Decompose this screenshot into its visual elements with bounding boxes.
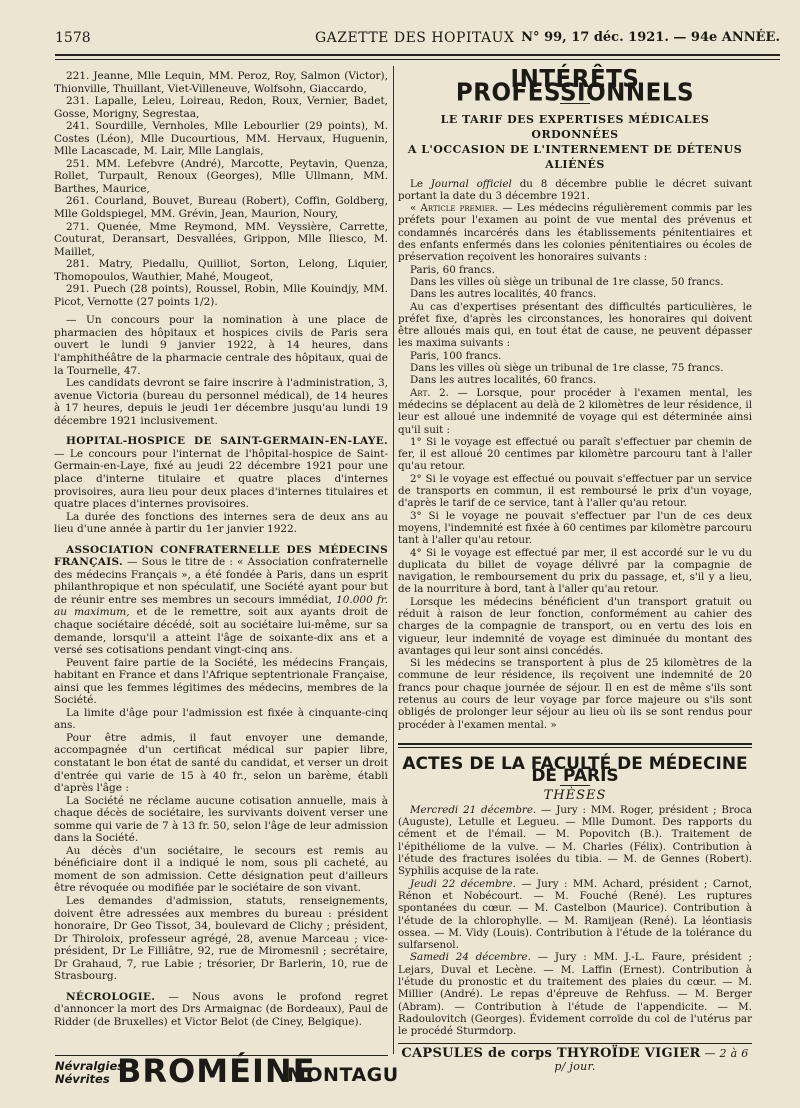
list-item: 291. Puech (28 points), Roussel, Robin, Mlle Kouindjy, MM. Picot, Vernotte (27 points 1/2). [54, 283, 388, 308]
article-subtitle: LE TARIF DES EXPERTISES MÉDICALES ORDONNÉES A L'OCCASION DE L'INTERNEMENT DE DÉTENUS ALIÉNÉS [407, 112, 743, 171]
association-cotisation: La Société ne réclame aucune cotisation annuelle, mais à chaque décès de sociétaire, les survivants doivent verser une somme qui varie de 7 à 13 fr. 50, selon l'âge de leur admission dans la Société. [54, 794, 388, 845]
association-heading: ASSOCIATION CONFRATERNELLE DES MÉDECINS FRANÇAIS. [54, 543, 388, 569]
header-rule-thin [55, 59, 780, 60]
theses-samedi: Samedi 24 décembre. — Jury : MM. J.-L. Faure, président ; Lejars, Duval et Lecène. — M. Laffin (Ernest). Contribution à l'étude du pronostic et du traitement des plaies du cœur. — M. Millier (André). Le repas d'épreuve de Rehfuss. — M. Berger (Abram). — Contribution à l'étude de l'appendicite. — M. Radoulovitch (Georges). Évidement corroïde du col de l'utérus par le procédé Sturmdorp. [398, 951, 752, 1038]
association-bureau: Les demandes d'admission, statuts, renseignements, doivent être adressées aux membres du bureau : président honoraire, Dr Geo Tissot, 34, boulevard de Clichy ; président, Dr Thiroloix, professeur agrégé, 28, avenue Marceau ; vice-président, Dr Le Filliâtre, 92, rue de Miromesnil ; secrétaire, Dr Grahaud, 7, rue Labie ; trésorier, Dr Barlerin, 10, rue de Strasbourg. [54, 895, 388, 983]
header-rule [55, 54, 780, 56]
page-header [55, 30, 780, 52]
sejour-paragraph: Si les médecins se transportent à plus de 25 kilomètres de la commune de leur résidence, ils reçoivent une indemnité de 20 francs pour chaque journée de séjour. Il en est de même s'ils sont retenus au cours de leur voyage par force majeure ou s'ils sont obligés de prolonger leur séjour au lieu où ils se sont rendus pour procéder à l'examen mental. » [398, 657, 752, 731]
association-deces: Au décès d'un sociétaire, le secours est remis au bénéficiaire dont il a indiqué le nom, sous pli cacheté, au moment de son admission. Cette désignation peut d'ailleurs être révoquée ou modifiée par le sociétaire de son vivant. [54, 844, 388, 895]
hospice-text: — Le concours pour l'internat de l'hôpital-hospice de Saint-Germain-en-Laye, fixé au jeudi 22 décembre 1921 pour une place d'interne titulaire et quatre places d'internes provisoires, aura lieu pour deux places d'internes titulaires et quatre places d'internes provisoires. [54, 447, 388, 511]
footer-rule [398, 1043, 752, 1044]
rate-item: Dans les autres localités, 40 francs. [410, 288, 597, 301]
list-item: 271. Quenée, Mme Reymond, MM. Veyssière, Carrette, Couturat, Deransart, Desvallées, Grippon, Mlle Iliesco, M. Maillet, [54, 220, 388, 258]
list-item: 251. MM. Lefebvre (André), Marcotte, Peytavin, Quenza, Rollet, Turpault, Renoux (Georges), Mlle Ullmann, MM. Barthes, Maurice, [54, 157, 388, 195]
list-item: 281. Matry, Piedallu, Quilliot, Sorton, Lelong, Liquier, Thomopoulos, Wauthier, Mahé, Mougeot, [54, 258, 388, 283]
hospice-duration: La durée des fonctions des internes sera de deux ans au lieu d'une année à partir du 1er janvier 1922. [54, 510, 388, 536]
page-number: 1578 [55, 30, 91, 46]
theses-jeudi: Jeudi 22 décembre. — Jury : MM. Achard, président ; Carnot, Rénon et Nobécourt. — M. Fouché (René). Les ruptures spontanées du cœur. — M. Castelbon (Maurice). Contribution à l'étude de la chlorophylle. — M. Ramijean (René). La léontiasis ossea. — M. Vidy (Louis). Contribution à l'étude de la tolérance du sulfarsenol. [398, 877, 752, 952]
necrologie-notice: NÉCROLOGIE. — Nous avons le profond regret d'annoncer la mort des Drs Armaignac (de Bordeaux), Paul de Ridder (de Bruxelles) et Victor Belot (de Ciney, Belgique). [54, 990, 388, 1028]
capsules-advertisement: CAPSULES de corps THYROÏDE VIGIER — 2 à 6 p/ jour. [401, 1046, 749, 1073]
concours-paragraph: — Un concours pour la nomination à une place de pharmacien des hôpitaux et hospices civils de Paris sera ouvert le lundi 9 janvier 1922, à 14 heures, dans l'amphithéâtre de la pharmacie centrale des hôpitaux, quai de la Tournelle, 47. [54, 314, 388, 377]
list-item: 241. Sourdille, Vernholes, Mlle Lebourlier (29 points), M. Costes (Léon), Mlle Ducourtious, MM. Hervaux, Huguenin, Mlle Lacascade, M. Lair, Mlle Langlais, [54, 120, 388, 158]
voyage-item: 2° Si le voyage est effectué ou pouvait s'effectuer par un service de transports en commun, il est remboursé le prix d'un voyage, d'après le tarif de ce service, tant à l'aller qu'au retour. [398, 472, 752, 510]
list-item: 221. Jeanne, Mlle Lequin, MM. Peroz, Roy, Salmon (Victor), Thionville, Thuillant, Viet-Villeneuve, Wolfsohn, Giaccardo, [54, 70, 388, 95]
faculty-section-title: ACTES DE LA FACULTÉ DE MÉDECINE DE PARIS [402, 753, 748, 787]
voyage-item: 1° Si le voyage est effectué ou paraît s'effectuer par chemin de fer, il est alloué 20 centimes par kilomètre parcouru tant à l'aller qu'au retour. [398, 435, 752, 473]
concours-inscription: Les candidats devront se faire inscrire à l'administration, 3, avenue Victoria (bureau du personnel médical), de 14 heures à 17 heures, depuis le jeudi 1er décembre jusqu'au lundi 19 décembre 1921 inclusivement. [54, 377, 388, 427]
ad-maker: MONTAGU [287, 1064, 399, 1086]
list-item: 231. Lapalle, Leleu, Loireau, Redon, Roux, Vernier, Badet, Gosse, Morigny, Segrestaa, [54, 95, 388, 120]
reduction-paragraph: Lorsque les médecins bénéficient d'un transport gratuit ou réduit à raison de leur fonction, conformément au cahier des charges de la compagnie de transport, ou en vertu des lois en vigueur, leur indemnité de voyage est diminuée du montant des avantages qui leur sont ainsi concédés. [398, 595, 752, 657]
rate-item: Dans les villes où siège un tribunal de 1re classe, 50 francs. [410, 275, 724, 288]
decree-intro: Le Journal officiel du 8 décembre publie le décret suivant portant la date du 3 décembre 1921. [398, 177, 752, 202]
voyage-item: 3° Si le voyage ne pouvait s'effectuer par l'un de ces deux moyens, l'indemnité est fixée à 60 centimes par kilomètre parcouru tant à l'aller qu'au retour. [398, 509, 752, 547]
article-2: Art. 2. — Lorsque, pour procéder à l'examen mental, les médecins se déplacent au delà de 2 kilomètres de leur résidence, il leur est alloué une indemnité de voyage qui est déterminée ainsi qu'il suit : [398, 386, 753, 436]
journal-title: GAZETTE DES HOPITAUX [315, 30, 515, 46]
section-rule [398, 743, 752, 745]
rate-item: Paris, 60 francs. [410, 263, 495, 276]
left-column [54, 70, 388, 1028]
article-1: « Article premier. — Les médecins régulièrement commis par les préfets pour l'examen au point de vue mental des prévenus et condamnés incarcérés dans les établissements pénitentiaires et des enfants enfermés dans les colonies pénitentiaires ou écoles de préservation reçoivent les honoraires suivants : [398, 202, 752, 264]
right-column [398, 65, 753, 1073]
theses-heading: THÈSES [543, 787, 607, 803]
expertise-paragraph: Au cas d'expertises présentant des difficultés particulières, le préfet fixe, d'après les circonstances, les honoraires qui doivent être alloués mais qui, en tout état de cause, ne peuvent dépasser les maxima suivants : [398, 300, 752, 350]
section-title: INTÉRÊTS PROFESSIONNELS [455, 65, 695, 108]
column-divider [393, 66, 394, 1054]
max-item: Dans les autres localités, 60 francs. [410, 374, 597, 387]
association-notice: ASSOCIATION CONFRATERNELLE DES MÉDECINS FRANÇAIS. — Sous le titre de : « Association confraternelle des médecins Français », a été fondée à Paris, dans un esprit philanthropique et non spéculatif, une Société ayant pour but de réunir entre ses membres un secours immédiat, 10.000 fr. au maximum, et de le remettre, soit aux ayants droit de chaque sociétaire décédé, soit au sociétaire lui-même, sur sa demande, lorsqu'il a atteint l'âge de soixante-dix ans et a versé ses cotisations pendant vingt-cinq ans. [54, 543, 389, 657]
ad-indications: Névralgies Névrites [55, 1059, 125, 1086]
hospice-heading: HOPITAL-HOSPICE DE SAINT-GERMAIN-EN-LAYE. [66, 435, 388, 448]
necrologie-heading: NÉCROLOGIE. [66, 990, 156, 1003]
association-admission: Pour être admis, il faut envoyer une demande, accompagnée d'un certificat médical sur papier libre, constatant le bon état de santé du candidat, et verser un droit d'entrée qui varie de 15 à 40 fr., selon un barème, établi d'après l'âge : [54, 731, 388, 795]
theses-mercredi: Mercredi 21 décembre. — Jury : MM. Roger, président ; Broca (Auguste), Letulle et Legueu. — Mlle Dumont. Des rapports du cément et de l'émail. — M. Popovitch (B.). Traitement de l'épithéliome de la vulve. — M. Charles (Félix). Contribution à l'étude des fractures isolées du tibia. — M. de Gennes (Robert). Syphilis acquise de la rate. [398, 803, 752, 878]
max-item: Dans les villes où siège un tribunal de 1re classe, 75 francs. [410, 362, 724, 375]
section-rule-thin [398, 747, 752, 748]
association-age-limit: La limite d'âge pour l'admission est fixée à cinquante-cinq ans. [54, 706, 388, 732]
voyage-item: 4° Si le voyage est effectué par mer, il est accordé sur le vu du duplicata du billet de voyage délivré par la compagnie de navigation, le remboursement du prix du passage, et, s'il y a lieu, de la nourriture à bord, tant à l'aller qu'au retour. [398, 546, 752, 596]
list-item: 261. Courland, Bouvet, Bureau (Robert), Coffin, Goldberg, Mlle Goldspiegel, MM. Grévin, Jean, Maurion, Noury, [54, 195, 388, 221]
issue-info: N° 99, 17 déc. 1921. — 94e ANNÉE. [521, 30, 780, 45]
max-item: Paris, 100 francs. [410, 349, 502, 362]
hospice-notice [54, 435, 388, 510]
ad-brand: BROMÉINE [117, 1052, 316, 1090]
advertisement-bromeine [55, 1052, 399, 1090]
results-list [54, 70, 388, 308]
association-members: Peuvent faire partie de la Société, les médecins Français, habitant en France et dans l'Afrique septentrionale Française, ainsi que les femmes légitimes des médecins, membres de la Société. [54, 656, 388, 707]
